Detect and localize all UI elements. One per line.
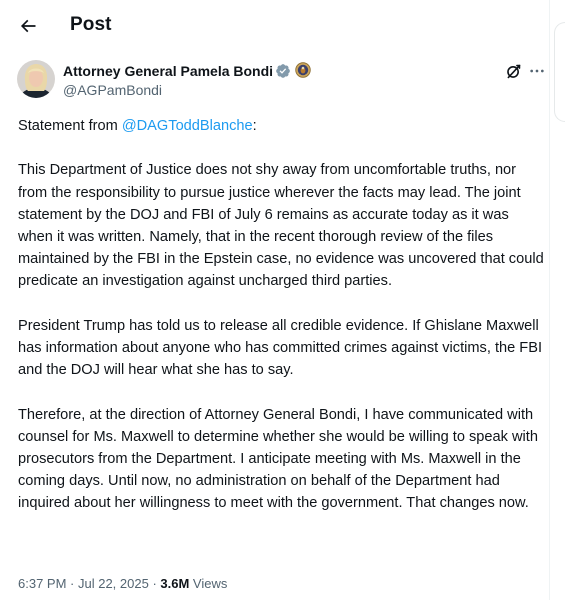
tweet-intro <box>18 115 546 137</box>
meta-separator: · <box>148 576 161 591</box>
tweet-paragraph: This Department of Justice does not shy away from uncomfortable truths, nor from the responsibility to pursue justice wherever the facts may lead. The joint statement by the DOJ and FBI of July 6 remains as accurate today as it was when it was written. Namely, that in the recent thorough review of the files maintained by the FBI in the Epstein case, no evidence was uncovered that could predicate an investigation against uncharged third parties. <box>18 162 544 290</box>
author-handle[interactable]: @AGPamBondi <box>63 82 163 98</box>
grok-button[interactable] <box>502 60 524 82</box>
intro-prefix: Statement from <box>18 118 122 134</box>
avatar[interactable] <box>17 60 55 98</box>
views-label: Views <box>189 576 228 591</box>
views-count[interactable]: 3.6M <box>160 576 190 591</box>
intro-suffix: : <box>252 118 257 134</box>
more-options-button[interactable] <box>526 60 548 82</box>
mention-link[interactable]: @DAGToddBlanche <box>121 118 253 134</box>
tweet-text <box>18 115 546 537</box>
tweet-paragraph: Therefore, at the direction of Attorney General Bondi, I have communicated with counsel for Ms. Maxwell to determine whether she would be willing to speak with prosecutors from the Department. I anticipate meeting with Ms. Maxwell in the coming days. Until now, no administration on behalf of the Department had inquired about her willingness to meet with the government. That changes now. <box>18 406 538 512</box>
post-date[interactable]: Jul 22, 2025 <box>77 576 149 591</box>
government-seal-icon <box>295 62 311 78</box>
author-name[interactable]: Attorney General Pamela Bondi <box>63 63 274 79</box>
tweet-paragraph: President Trump has told us to release all credible evidence. If Ghislane Maxwell has information about anyone who has committed crimes against victims, the FBI and the DOJ will hear what she has to say. <box>18 317 542 379</box>
arrow-left-icon <box>18 16 38 36</box>
page-header <box>0 0 550 52</box>
meta-separator: · <box>66 576 78 591</box>
verified-badge-icon <box>275 63 291 79</box>
more-horizontal-icon <box>529 63 545 79</box>
side-panel-edge <box>554 22 565 122</box>
page-title: Post <box>70 14 112 35</box>
post-time[interactable]: 6:37 PM <box>18 576 67 591</box>
grok-icon <box>505 63 522 80</box>
tweet-meta <box>18 576 227 591</box>
back-button[interactable] <box>12 10 44 42</box>
